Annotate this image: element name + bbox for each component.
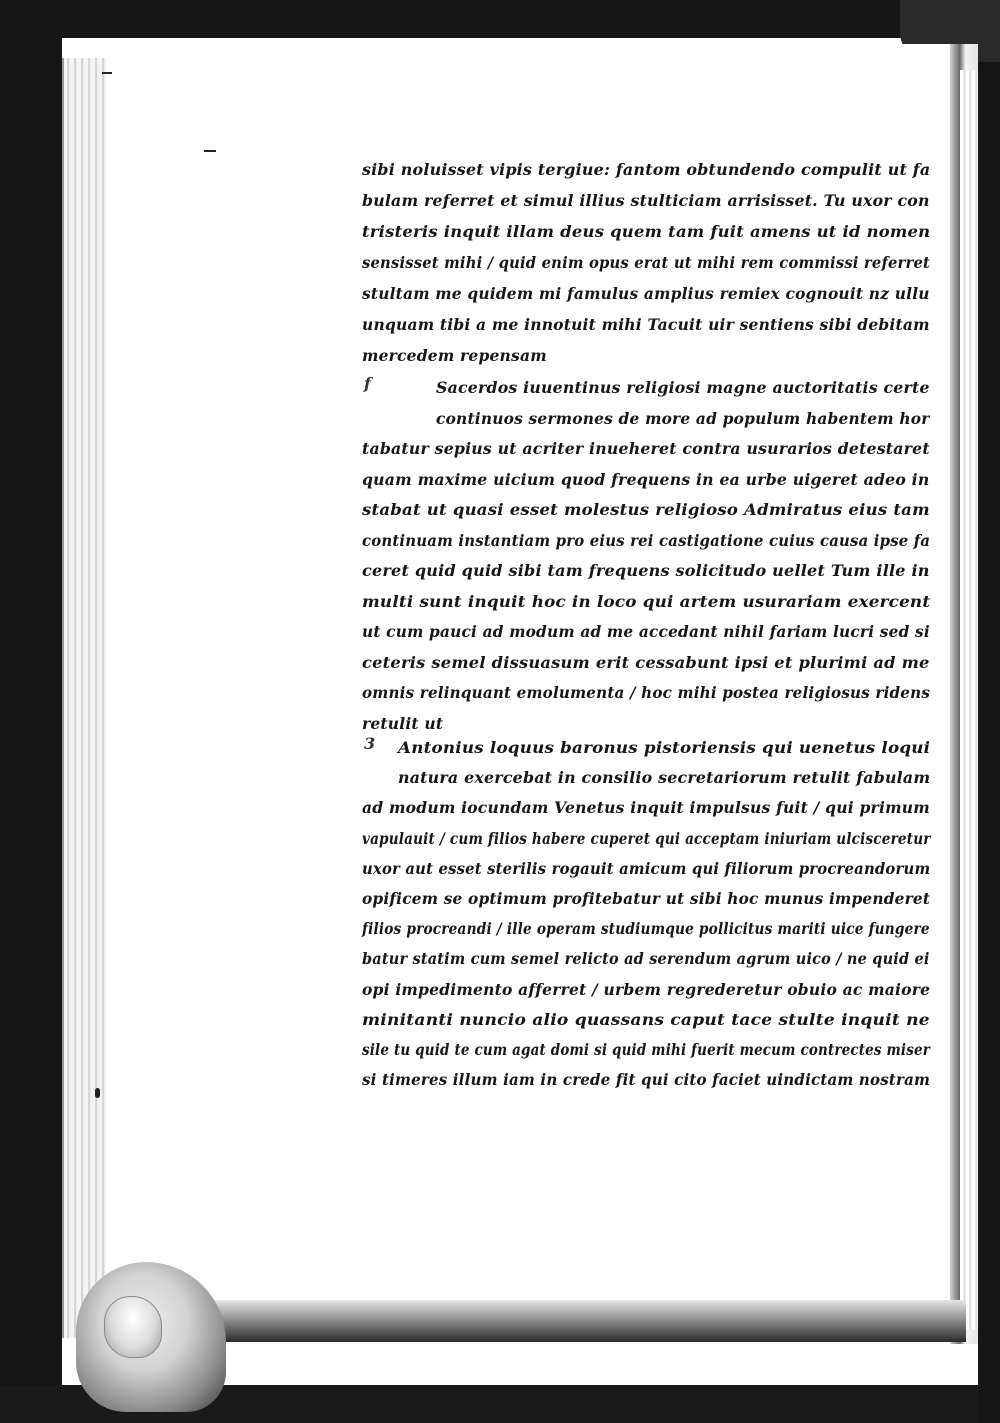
manuscript-line: opificem se optimum profitebatur ut sibi hoc munus impenderet [362, 889, 931, 908]
page-block-edge [62, 58, 110, 1338]
manuscript-line: opi impedimento afferret / urbem regrederetur obuio ac maiore [362, 979, 931, 999]
margin-mark [95, 1088, 100, 1098]
facing-page-edge [960, 70, 978, 1330]
thumb-nail [104, 1296, 162, 1358]
manuscript-line: ceteris semel dissuasum erit cessabunt ipsi et plurimi ad me [362, 652, 930, 672]
manuscript-line: sibi noluisset vipis tergiue: fantom obtundendo compulit ut fa [362, 160, 931, 179]
manuscript-line: si timeres illum iam in crede fit qui cito faciet uindictam nostram [362, 1070, 931, 1090]
manuscript-line: stabat ut quasi esset molestus religioso Admiratus eius tam [362, 500, 930, 519]
manuscript-line: stultam me quidem mi famulus amplius remiex cognouit nz ullu [362, 284, 930, 303]
manuscript-line: Antonius loquus baronus pistoriensis qui uenetus loqui [398, 738, 931, 757]
manuscript-line: multi sunt inquit hoc in loco qui artem usurariam exercent [362, 591, 931, 611]
scanner-bed-right [978, 0, 1000, 1423]
manuscript-line: natura exercebat in consilio secretariorum retulit fabulam [398, 768, 931, 788]
manuscript-line: uxor aut esset sterilis rogauit amicum qui filiorum procreandorum [362, 858, 931, 878]
margin-mark [102, 72, 112, 74]
manuscript-line: tabatur sepius ut acriter inueheret contra usurarios detestaret [362, 439, 930, 458]
manuscript-line: retulit ut [362, 713, 444, 733]
manuscript-line: bulam referret et simul illius stulticiam arrisisset. Tu uxor con [362, 191, 930, 210]
scanner-bed-left [0, 0, 62, 1423]
manuscript-line: quam maxime uicium quod frequens in ea urbe uigeret adeo in [362, 469, 930, 489]
manuscript-line: Sacerdos iuuentinus religiosi magne auctoritatis certe [436, 378, 930, 397]
manuscript-line: ad modum iocundam Venetus inquit impulsus fuit / qui primum [362, 798, 930, 818]
manuscript-line: batur statim cum semel relicto ad serendum agrum uico / ne quid ei [362, 949, 930, 969]
manuscript-line: continuam instantiam pro eius rei castigatione cuius causa ipse fa [362, 530, 931, 550]
manuscript-line: filios procreandi / ille operam studiumque pollicitus mariti uice fungere [362, 919, 930, 939]
manuscript-line: unquam tibi a me innotuit mihi Tacuit uir sentiens sibi debitam [362, 315, 930, 334]
manuscript-line: minitanti nuncio alio quassans caput tace stulte inquit ne [362, 1009, 930, 1029]
manuscript-line: ut cum pauci ad modum ad me accedant nihil fariam lucri sed si [362, 622, 930, 641]
manuscript-line: sensisset mihi / quid enim opus erat ut mihi rem commissi referret [362, 253, 931, 272]
manuscript-line: continuos sermones de more ad populum habentem hor [436, 408, 930, 428]
manuscript-line: vapulauit / cum filios habere cuperet qui acceptam iniuriam ulcisceretur [362, 828, 931, 848]
page-bottom-shadow [106, 1300, 966, 1342]
scanner-bed-top [0, 0, 1000, 38]
paragraph-2-marker: f [364, 374, 372, 393]
manuscript-line: omnis relinquant emolumenta / hoc mihi postea religiosus ridens [362, 683, 931, 702]
manuscript-line: ceret quid quid sibi tam frequens solicitudo uellet Tum ille in [362, 561, 930, 580]
manuscript-line: mercedem repensam [362, 346, 547, 365]
manuscript-line: sile tu quid te cum agat domi si quid mihi fuerit mecum contrectes miser [362, 1040, 930, 1059]
manuscript-line: tristeris inquit illam deus quem tam fuit amens ut id nomen [362, 222, 931, 241]
paragraph-3-marker: 3 [364, 734, 376, 753]
margin-mark [204, 150, 216, 152]
